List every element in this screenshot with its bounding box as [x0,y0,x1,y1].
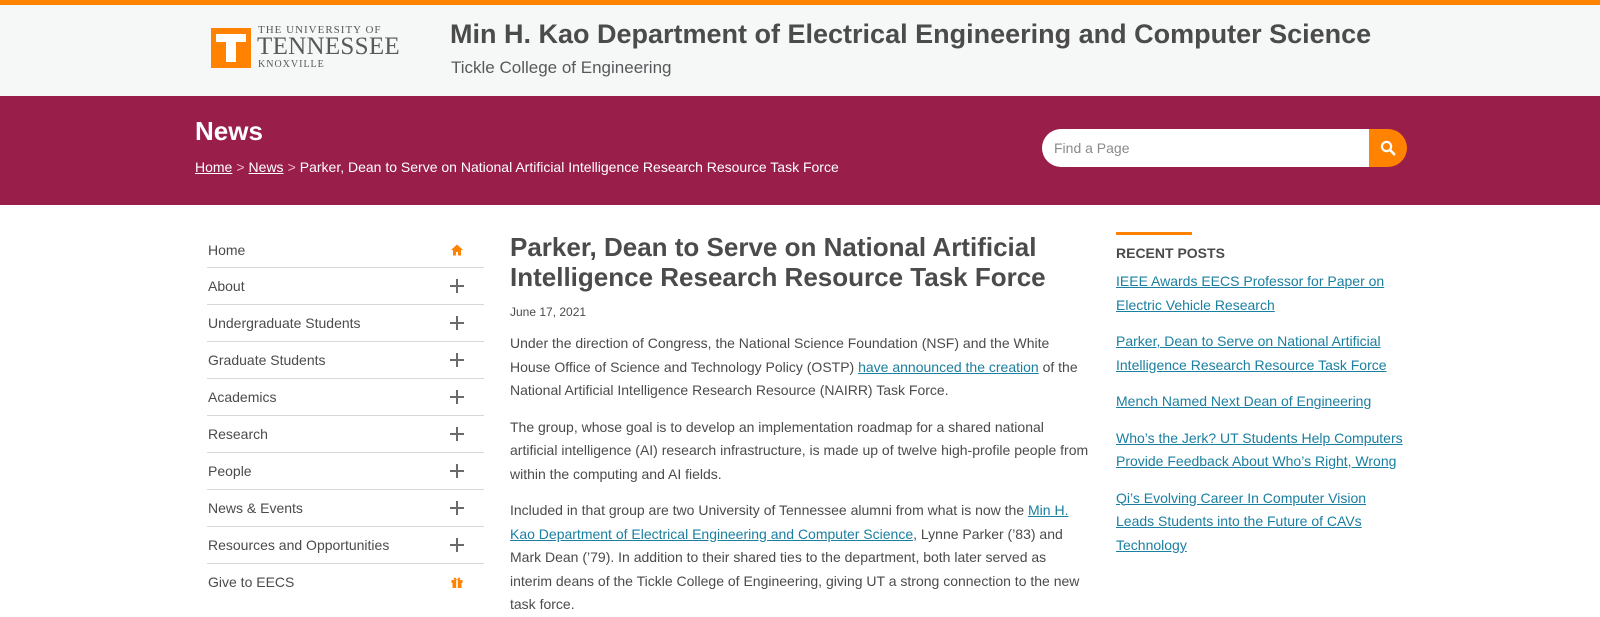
page-banner [0,96,1600,205]
sidebar-item-graduate-students[interactable] [207,342,484,379]
plus-icon[interactable] [450,390,464,404]
sidebar-item-label: Home [208,242,246,258]
plus-icon[interactable] [450,316,464,330]
paragraph-text: , Lynne Parker (’83) and Mark Dean (’79). In addition to their shared ties to the department, both later served as interim deans of the Tickle College of Engineering, giving UT a strong connection to the new task force. [510,525,1080,612]
logo-line3: KNOXVILLE [258,59,325,70]
recent-post-link[interactable]: Parker, Dean to Serve on National Artificial Intelligence Research Resource Task Force [1116,333,1387,373]
sidebar-item-news-events[interactable] [207,490,484,527]
sidebar-item-resources-opportunities[interactable] [207,527,484,564]
article-paragraph: The group, whose goal is to develop an implementation roadmap for a shared national artificial intelligence (AI) research infrastructure, is made up of twelve high-profile people from within the computing and AI fields. [510,418,1089,482]
site-subtitle[interactable]: Tickle College of Engineering [451,58,672,77]
breadcrumb [195,159,839,175]
recent-posts-divider [1116,232,1192,235]
paragraph-text: Under the direction of Congress, the National Science Foundation (NSF) and the White House Office of Science and Technology Policy (OSTP) [510,335,1050,375]
power-t-logo-icon [211,28,251,68]
breadcrumb-separator: > [236,159,245,175]
sidebar-item-label: News & Events [208,500,303,516]
sidebar-item-label: Resources and Opportunities [208,537,390,553]
sidebar-item-label: Give to EECS [208,574,295,590]
sidebar-item-label: Academics [208,389,277,405]
sidebar-nav [207,232,484,601]
recent-post-link[interactable]: Mench Named Next Dean of Engineering [1116,393,1372,409]
sidebar-item-about[interactable] [207,268,484,305]
sidebar-item-people[interactable] [207,453,484,490]
recent-post-link[interactable]: Qi’s Evolving Career In Computer Vision Leads Students into the Future of CAVs Technology [1116,489,1367,553]
search-input[interactable] [1042,129,1369,167]
search-form [1042,129,1406,167]
sidebar-item-home[interactable] [207,232,484,268]
search-button[interactable] [1369,129,1407,167]
plus-icon[interactable] [450,353,464,367]
article-paragraph [510,499,1090,617]
site-header [0,5,1600,96]
plus-icon[interactable] [450,279,464,293]
breadcrumb-news-link[interactable]: News [248,159,284,175]
sidebar-item-label: Graduate Students [208,352,326,368]
plus-icon[interactable] [450,538,464,552]
gift-icon [450,575,464,589]
article-date: June 17, 2021 [510,305,587,319]
sidebar-item-label: People [208,463,252,479]
page-title: News [195,116,263,146]
article-paragraph [510,332,1090,403]
plus-icon[interactable] [450,464,464,478]
announcement-link[interactable]: have announced the creation [858,358,1039,375]
logo-line1: THE UNIVERSITY OF [258,24,382,36]
recent-posts-list [1116,270,1406,557]
article-title: Parker, Dean to Serve on National Artificial Intelligence Research Resource Task Force [510,232,1046,292]
sidebar-item-label: Undergraduate Students [208,315,361,331]
breadcrumb-separator: > [287,159,296,175]
sidebar-item-label: About [208,278,245,294]
recent-post-link[interactable]: Who’s the Jerk? UT Students Help Computers Provide Feedback About Who’s Right, Wrong [1116,429,1403,469]
paragraph-text: Included in that group are two University of Tennessee alumni from what is now the [510,502,1029,518]
article [510,232,1090,617]
plus-icon[interactable] [450,501,464,515]
search-icon [1380,140,1396,156]
sidebar-item-give-to-eecs[interactable] [207,564,484,601]
recent-posts-title: RECENT POSTS [1116,245,1225,261]
site-title[interactable]: Min H. Kao Department of Electrical Engineering and Computer Science [450,19,1372,49]
recent-post-link[interactable]: IEEE Awards EECS Professor for Paper on Electric Vehicle Research [1116,273,1385,313]
breadcrumb-home-link[interactable]: Home [195,159,233,175]
logo-line2: TENNESSEE [257,33,400,60]
paragraph-text: of the National Artificial Intelligence Research Resource (NAIRR) Task Force. [510,358,1078,398]
department-link[interactable]: Min H. Kao Department of Electrical Engineering and Computer Science [510,502,1069,542]
sidebar-item-label: Research [208,426,268,442]
plus-icon[interactable] [450,427,464,441]
sidebar-item-research[interactable] [207,416,484,453]
breadcrumb-current: Parker, Dean to Serve on National Artificial Intelligence Research Resource Task Force [299,159,839,175]
sidebar-item-undergraduate-students[interactable] [207,305,484,342]
sidebar-item-academics[interactable] [207,379,484,416]
recent-posts [1116,232,1406,570]
university-logo[interactable] [211,24,400,72]
home-icon [450,243,464,257]
